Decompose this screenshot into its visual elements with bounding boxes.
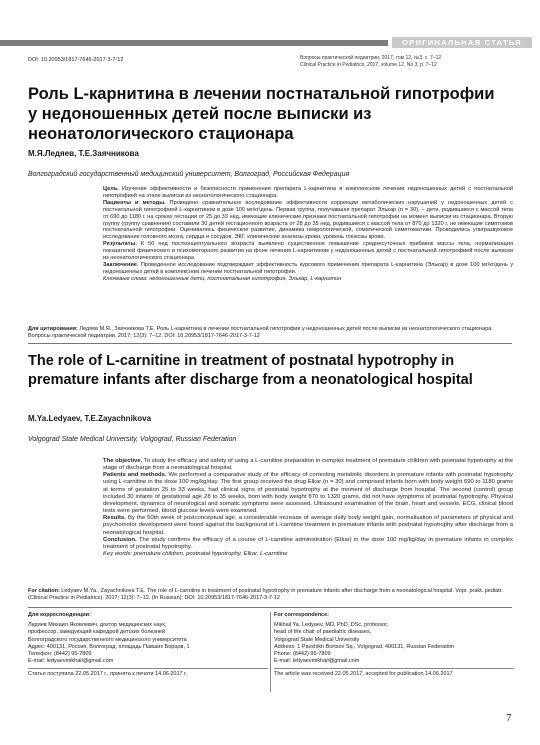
abstract-text: Проведенное исследование подтверждает эффективность курсового применения препарата L-карнитина (Элькар) в дозе 100 мг/кг/день у недоношенных детей в комплексном лечении постнатальной гипотрофии. [103, 261, 513, 275]
column-divider [270, 612, 271, 692]
keywords-ru: Ключевые слова: недоношенные дети, постнатальная гипотрофия, Элькар, L-карнитин [103, 275, 342, 282]
authors-en: M.Ya.Ledyaev, T.E.Zayachnikova [28, 414, 152, 423]
abstract-label: Patients and methods. [103, 472, 167, 479]
abstract-paragraph [103, 200, 513, 241]
citation-text: Ledyaev M.Ya., Zayachnikova T.E. The role of L-carnitine in treatment of postnatal hypotrophy in premature infants after discharge from a neonatological hospital. Vopr. prakt. pediatr. (Clinical Practice in Pediatrics). 2017; 12(3): 7–12. (In Russian). DOI: 10.20953/1817-7646-2017-3-7-12 [28, 588, 503, 601]
correspondence-line: профессор, заведующий кафедрой детских болезней [28, 629, 166, 636]
section-label: ОРИГИНАЛЬНАЯ СТАТЬЯ [392, 37, 532, 48]
affiliation-en: Volgograd State Medical University, Volgograd, Russian Federation [28, 436, 237, 443]
journal-line-ru: Вопросы практической педиатрии, 2017, том 12, №3, с. 7–12 [300, 55, 442, 61]
authors-ru: М.Я.Ледяев, Т.Е.Заячникова [28, 149, 139, 158]
correspondence-en [274, 612, 514, 679]
abstract-label: Заключение. [103, 261, 139, 268]
correspondence-line: head of the chair of paediatric diseases, [274, 629, 372, 636]
correspondence-line: Ледяев Михаил Яковлевич, доктор медицинских наук, [28, 622, 167, 629]
correspondence-line: Phone: (8442) 95-7809 [274, 651, 331, 658]
correspondence-line: Address: 1 Pavshikh Bortsov Sq., Volgograd, 400131, Russian Federation [274, 643, 455, 650]
abstract-text: By the 50th week of postconceptual age, a considerable increase of average daily body weight gain, normalisation of parameters of physical and psychomotor development were found against the background of L-carnitine treatment in premature infants with postnatal hypotrophy after discharge from a neonatological hospital. [103, 515, 513, 536]
received-date: Статья поступила 22.05.2017 г., принята к печати 14.06.2017 г. [28, 671, 187, 678]
abstract-ru [103, 186, 513, 283]
correspondence-line: Mikhail Ya. Ledyaev, MD, PhD, DSc, professor, [274, 622, 389, 629]
abstract-text: To study the efficacy and safety of using a L-carnitine preparation in complex treatment of premature children with postnatal hypotrophy at the stage of discharge from a neonatological hospital. [103, 458, 513, 472]
abstract-text: The study confirms the efficacy of a course of L-carnitine administration (Elkar) in the dose 100 mg/kg/day in premature infants in complex treatment of postnatal hypotrophy. [103, 536, 513, 550]
article-title-en: The role of L-carnitine in treatment of postnatal hypotrophy in premature infants after discharge from a neonatological hospital [28, 353, 473, 388]
correspondence-line: Адрес: 400131, Россия, Волгоград, площадь Павших Борцов, 1 [28, 643, 190, 650]
abstract-label: The objective. [103, 458, 143, 464]
abstract-label: Результаты. [103, 241, 137, 248]
received-date: The article was received 22.05.2017, accepted for publication 14.06.2017 [274, 671, 453, 678]
banner-bar [0, 40, 388, 46]
journal-line-en: Clinical Practice in Pediatrics, 2017, volume 12, No 3, p. 7–12 [300, 61, 437, 68]
abstract-text: Проведено сравнительное исследование эффективности коррекции метаболических нарушений у недоношенных детей с постнатальной гипотрофией L-карнитином в дозе 100 мг/кг/день. Первая группа, получавшая препарат Элькар (n = 30), – дети, родившиеся с массой тела от 690 до 1180 г, на сроках гестации от 25 до 33 нед, имеющие клинические признаки постнатальной гипотрофии на момент выписки из стационара. Вторую группу (группу сравнения) составили 30 детей гестационного возраста от 28 до 35 нед, родившиеся с массой тела от 870 до 1320 г, не имеющие симптомов постнатальной гипотрофии. Оценивались физическое развитие, динамика неврологической, соматической симптоматики. Проводились ультразвуковое исследование головного мозга, сердца и сосудов, ЭКГ, клинические анализы крови, уровень глюкозы крови. [103, 199, 513, 241]
abstract-label: Results. [103, 515, 126, 522]
citation-ru [28, 326, 512, 340]
citation-label: Для цитирования: [28, 326, 78, 332]
correspondence-ru [28, 612, 268, 679]
abstract-text: К 50 нед постконцептуального возраста выявлено существенное повышение среднесуточных прибавок массы тела, нормализация показателей физического и психомоторного развития на фоне лечения L-карнитином у недоношенных детей с постнатальной гипотрофией после выписки из неонатологического стационара. [103, 241, 513, 262]
section-banner [0, 37, 540, 48]
abstract-paragraph [103, 472, 513, 515]
affiliation-ru: Волгоградский государственный медицинский университет, Волгоград, Российская Федерация [28, 171, 350, 178]
abstract-paragraph [103, 241, 513, 262]
abstract-label: Цель. [103, 186, 119, 192]
divider [274, 668, 514, 669]
page-number: 7 [506, 712, 512, 724]
abstract-paragraph [103, 458, 513, 472]
correspondence-line: Volgograd State Medical University [274, 636, 360, 643]
correspondence-email[interactable]: E-mail: ledyaevmikhail@gmail.com [274, 658, 360, 665]
doi: DOI: 10.20953/1817-7646-2017-3-7-12 [28, 57, 124, 63]
abstract-paragraph [103, 262, 513, 276]
abstract-text: We performed a comparative study of the efficacy of correcting metabolic disorders in premature infants with postnatal hypotrophy using L-carnitine in the dose 100 mg/kg/day. The first group received the drug Elkar (n = 30) and comprised infants born with body weight 690 to 1180 grams at terms of gestation 25 to 33 weeks, had clinical signs of postnatal hypotrophy at the moment of discharge from hospital. The second (control) group included 30 infants of gestational age 28 to 35 weeks, born with body weight 870 to 1320 grams, did not have symptoms of postnatal hypotrophy. Physical development, dynamics of neurological and somatic symptoms were assessed. Ultrasound examination of the brain, heart and vessels, ECG, clinical blood tests were performed, blood glucose levels were examined. [103, 472, 513, 515]
abstract-paragraph [103, 515, 513, 536]
citation-text: Ледяев М.Я., Заячникова Т.Е. Роль L-карнитина в лечении постнатальной гипотрофии у недоношенных детей после выписки из неонатологического стационара. Вопросы практической педиатрии. 2017; 12(3): 7–12. DOI: 10.20953/1817-7646-2017-3-7-12 [28, 326, 493, 339]
divider [28, 343, 512, 344]
article-title-ru: Роль L-карнитина в лечении постнатальной гипотрофии у недоношенных детей после выписки из неонатологического стационара [28, 85, 495, 143]
citation-en [28, 588, 512, 602]
correspondence-heading: For correspondence: [274, 612, 330, 618]
correspondence-line: Волгоградского государственного медицинского университета [28, 636, 187, 643]
keywords-en: Key words: premature children, postnatal hypotrophy, Elkar, L-carnitine [103, 551, 288, 558]
journal-info [300, 55, 512, 68]
correspondence-heading: Для корреспонденции: [28, 612, 91, 618]
citation-label: For citation: [28, 588, 60, 594]
correspondence-line: Телефон: (8442) 95-7809 [28, 651, 92, 658]
divider [28, 607, 512, 608]
abstract-en [103, 458, 513, 558]
correspondence-email[interactable]: E-mail: ledyaevmikhail@gmail.com [28, 658, 114, 665]
abstract-label: Conclusion. [103, 536, 137, 543]
divider [28, 668, 268, 669]
abstract-label: Пациенты и методы. [103, 199, 166, 206]
abstract-paragraph [103, 537, 513, 551]
abstract-paragraph [103, 186, 513, 200]
abstract-text: Изучение эффективности и безопасности применения препарата L-карнитина в комплексном лечении недоношенных детей с постнатальной гипотрофией на этапе выписки из неонатологического стационара. [103, 186, 513, 199]
